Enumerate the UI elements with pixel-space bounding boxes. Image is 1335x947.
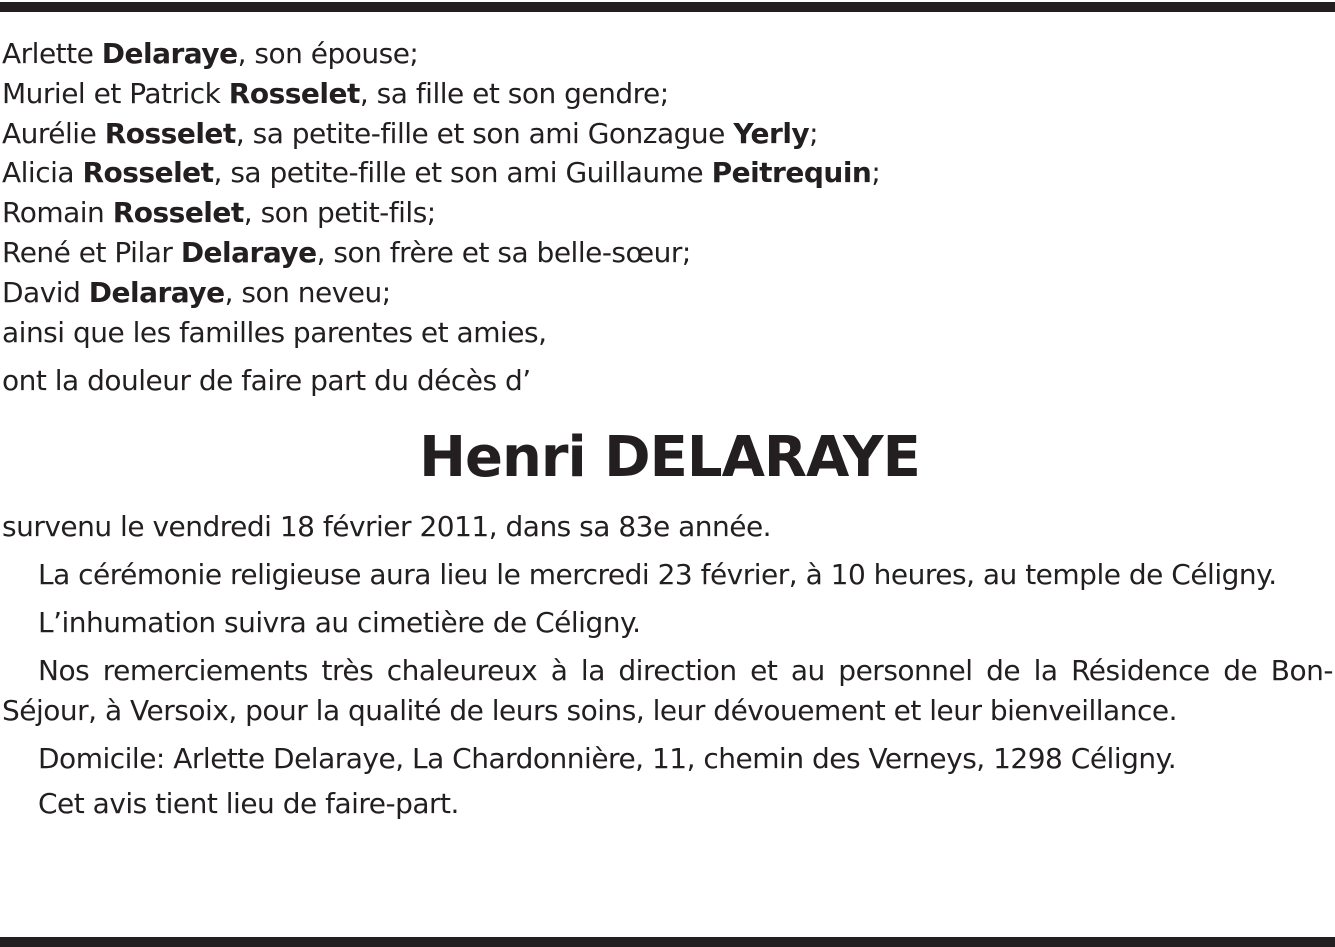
family-line-text: Aurélie [2, 116, 105, 150]
obituary-notice [2, 34, 1333, 824]
death-date-line: survenu le vendredi 18 février 2011, dans sa 83e année. [2, 510, 772, 544]
family-surname: Rosselet [104, 116, 236, 150]
family-line-text: Romain [2, 196, 113, 230]
family-line-text: René et Pilar [2, 235, 181, 269]
family-surname: Rosselet [82, 156, 214, 190]
family-surname: Rosselet [228, 76, 360, 110]
family-surname: Yerly [733, 116, 810, 150]
family-line-relation: , sa petite-fille et son ami Gonzague [235, 116, 734, 150]
family-surname: Delaraye [101, 37, 238, 70]
domicile-paragraph: Domicile: Arlette Delaraye, La Chardonnière, 11, chemin des Verneys, 1298 Céligny. [38, 742, 1177, 776]
family-line-text: David [2, 275, 89, 309]
family-line [2, 313, 1333, 353]
family-line [2, 74, 1333, 114]
family-line-text: ainsi que les familles parentes et amies, [2, 315, 547, 349]
family-line [2, 34, 1333, 74]
family-line-text: Alicia [2, 156, 83, 190]
family-surname: Rosselet [112, 196, 244, 230]
announcement-line: ont la douleur de faire part du décès d’ [2, 364, 531, 398]
family-line-relation: , sa fille et son gendre; [359, 76, 669, 110]
burial-paragraph: L’inhumation suivra au cimetière de Céligny. [38, 606, 641, 640]
family-line-relation: , sa petite-fille et son ami Guillaume [213, 156, 712, 190]
notice-body [2, 507, 1333, 824]
top-rule [0, 2, 1335, 12]
family-line-relation: , son frère et sa belle-sœur; [316, 235, 691, 269]
family-line [2, 193, 1333, 233]
family-line-punctuation: ; [809, 116, 819, 150]
deceased-name: Henri DELARAYE [419, 425, 920, 491]
ceremony-paragraph: La cérémonie religieuse aura lieu le mercredi 23 février, à 10 heures, au temple de Céligny. [38, 558, 1277, 592]
family-line [2, 233, 1333, 273]
family-line-relation: , son petit-fils; [243, 196, 436, 230]
family-surname: Peitrequin [711, 156, 872, 190]
family-line-punctuation: ; [871, 156, 881, 190]
family-line [2, 153, 1333, 193]
family-line [2, 114, 1333, 154]
family-list [2, 34, 1333, 352]
family-surname: Delaraye [180, 235, 317, 269]
thanks-paragraph: Nos remerciements très chaleureux à la direction et au personnel de la Résidence de Bon-Séjour, à Versoix, pour la qualité de leurs soins, leur dévouement et leur bienveillance. [2, 654, 1333, 728]
family-line-relation: , son épouse; [237, 37, 419, 70]
closing-paragraph: Cet avis tient lieu de faire-part. [38, 787, 459, 821]
family-line-relation: , son neveu; [224, 275, 391, 309]
family-surname: Delaraye [88, 275, 225, 309]
family-line-text: Muriel et Patrick [2, 76, 229, 110]
bottom-rule [0, 937, 1335, 947]
family-line [2, 273, 1333, 313]
family-line-text: Arlette [2, 37, 102, 70]
